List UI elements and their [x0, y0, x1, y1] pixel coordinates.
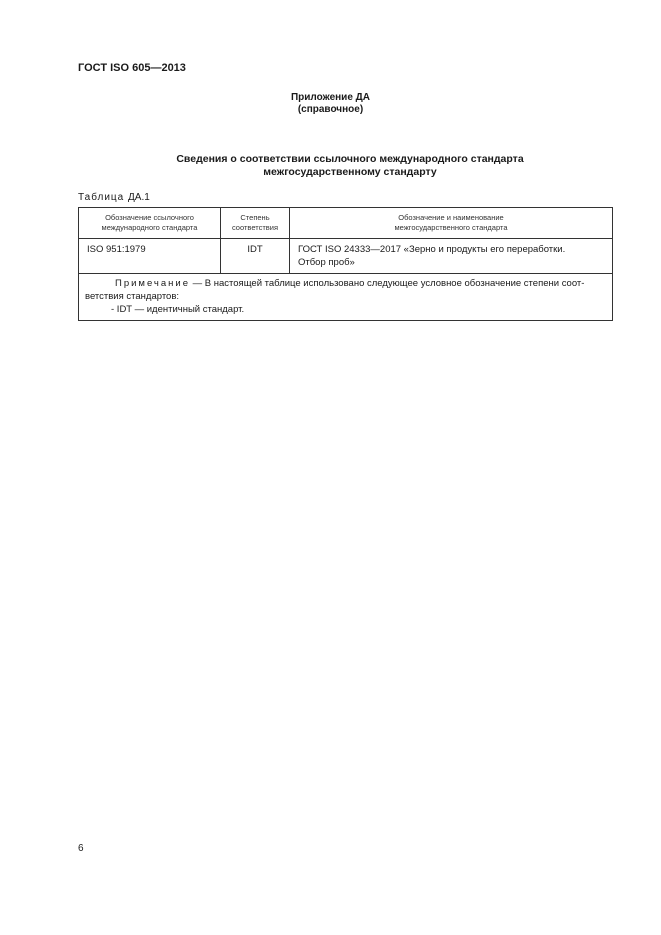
page-number: 6 [78, 843, 84, 854]
section-title-line2: межгосударственному стандарту [263, 166, 437, 178]
note-text-line2: ветствия стандартов: [85, 291, 180, 302]
cell-degree: IDT [221, 239, 290, 274]
document-code: ГОСТ ISO 605—2013 [78, 62, 186, 74]
note-line1 [85, 277, 606, 290]
header-interstate-standard [290, 208, 613, 239]
annex-subtitle: (справочное) [297, 104, 364, 115]
note-text-line1: — В настоящей таблице использовано следующее условное обозначение степени соот- [190, 278, 585, 289]
header-degree [221, 208, 290, 239]
table-header-row [79, 208, 613, 239]
annex-heading [0, 92, 661, 116]
table-row [79, 239, 613, 274]
cell-interstate-standard [290, 239, 613, 274]
note-label: Примечание [115, 278, 190, 289]
table-caption-label: Таблица [78, 192, 125, 203]
header-degree-line1: Степень [240, 213, 270, 222]
correspondence-table [78, 207, 613, 321]
table-caption-number: ДА.1 [128, 192, 150, 203]
annex-title: Приложение ДА [290, 92, 371, 103]
cell-interstate-line1: ГОСТ ISO 24333—2017 «Зерно и продукты его переработки. [298, 244, 566, 255]
header-interstate-line2: межгосударственного стандарта [394, 223, 508, 232]
header-interstate-line1: Обозначение и наименование [398, 213, 504, 222]
section-title-line1: Сведения о соответствии ссылочного международного стандарта [176, 153, 524, 165]
note-list-item: - IDT — идентичный стандарт. [111, 304, 245, 315]
header-intl-standard [79, 208, 221, 239]
cell-intl-standard: ISO 951:1979 [79, 239, 221, 274]
cell-interstate-line2: Отбор проб» [298, 257, 355, 268]
header-degree-line2: соответствия [231, 223, 279, 232]
table-note-row [79, 274, 613, 321]
table-caption [78, 192, 150, 203]
header-intl-standard-line1: Обозначение ссылочного [105, 213, 194, 222]
header-intl-standard-line2: международного стандарта [101, 223, 198, 232]
section-title [0, 153, 661, 179]
table-note [79, 274, 613, 321]
